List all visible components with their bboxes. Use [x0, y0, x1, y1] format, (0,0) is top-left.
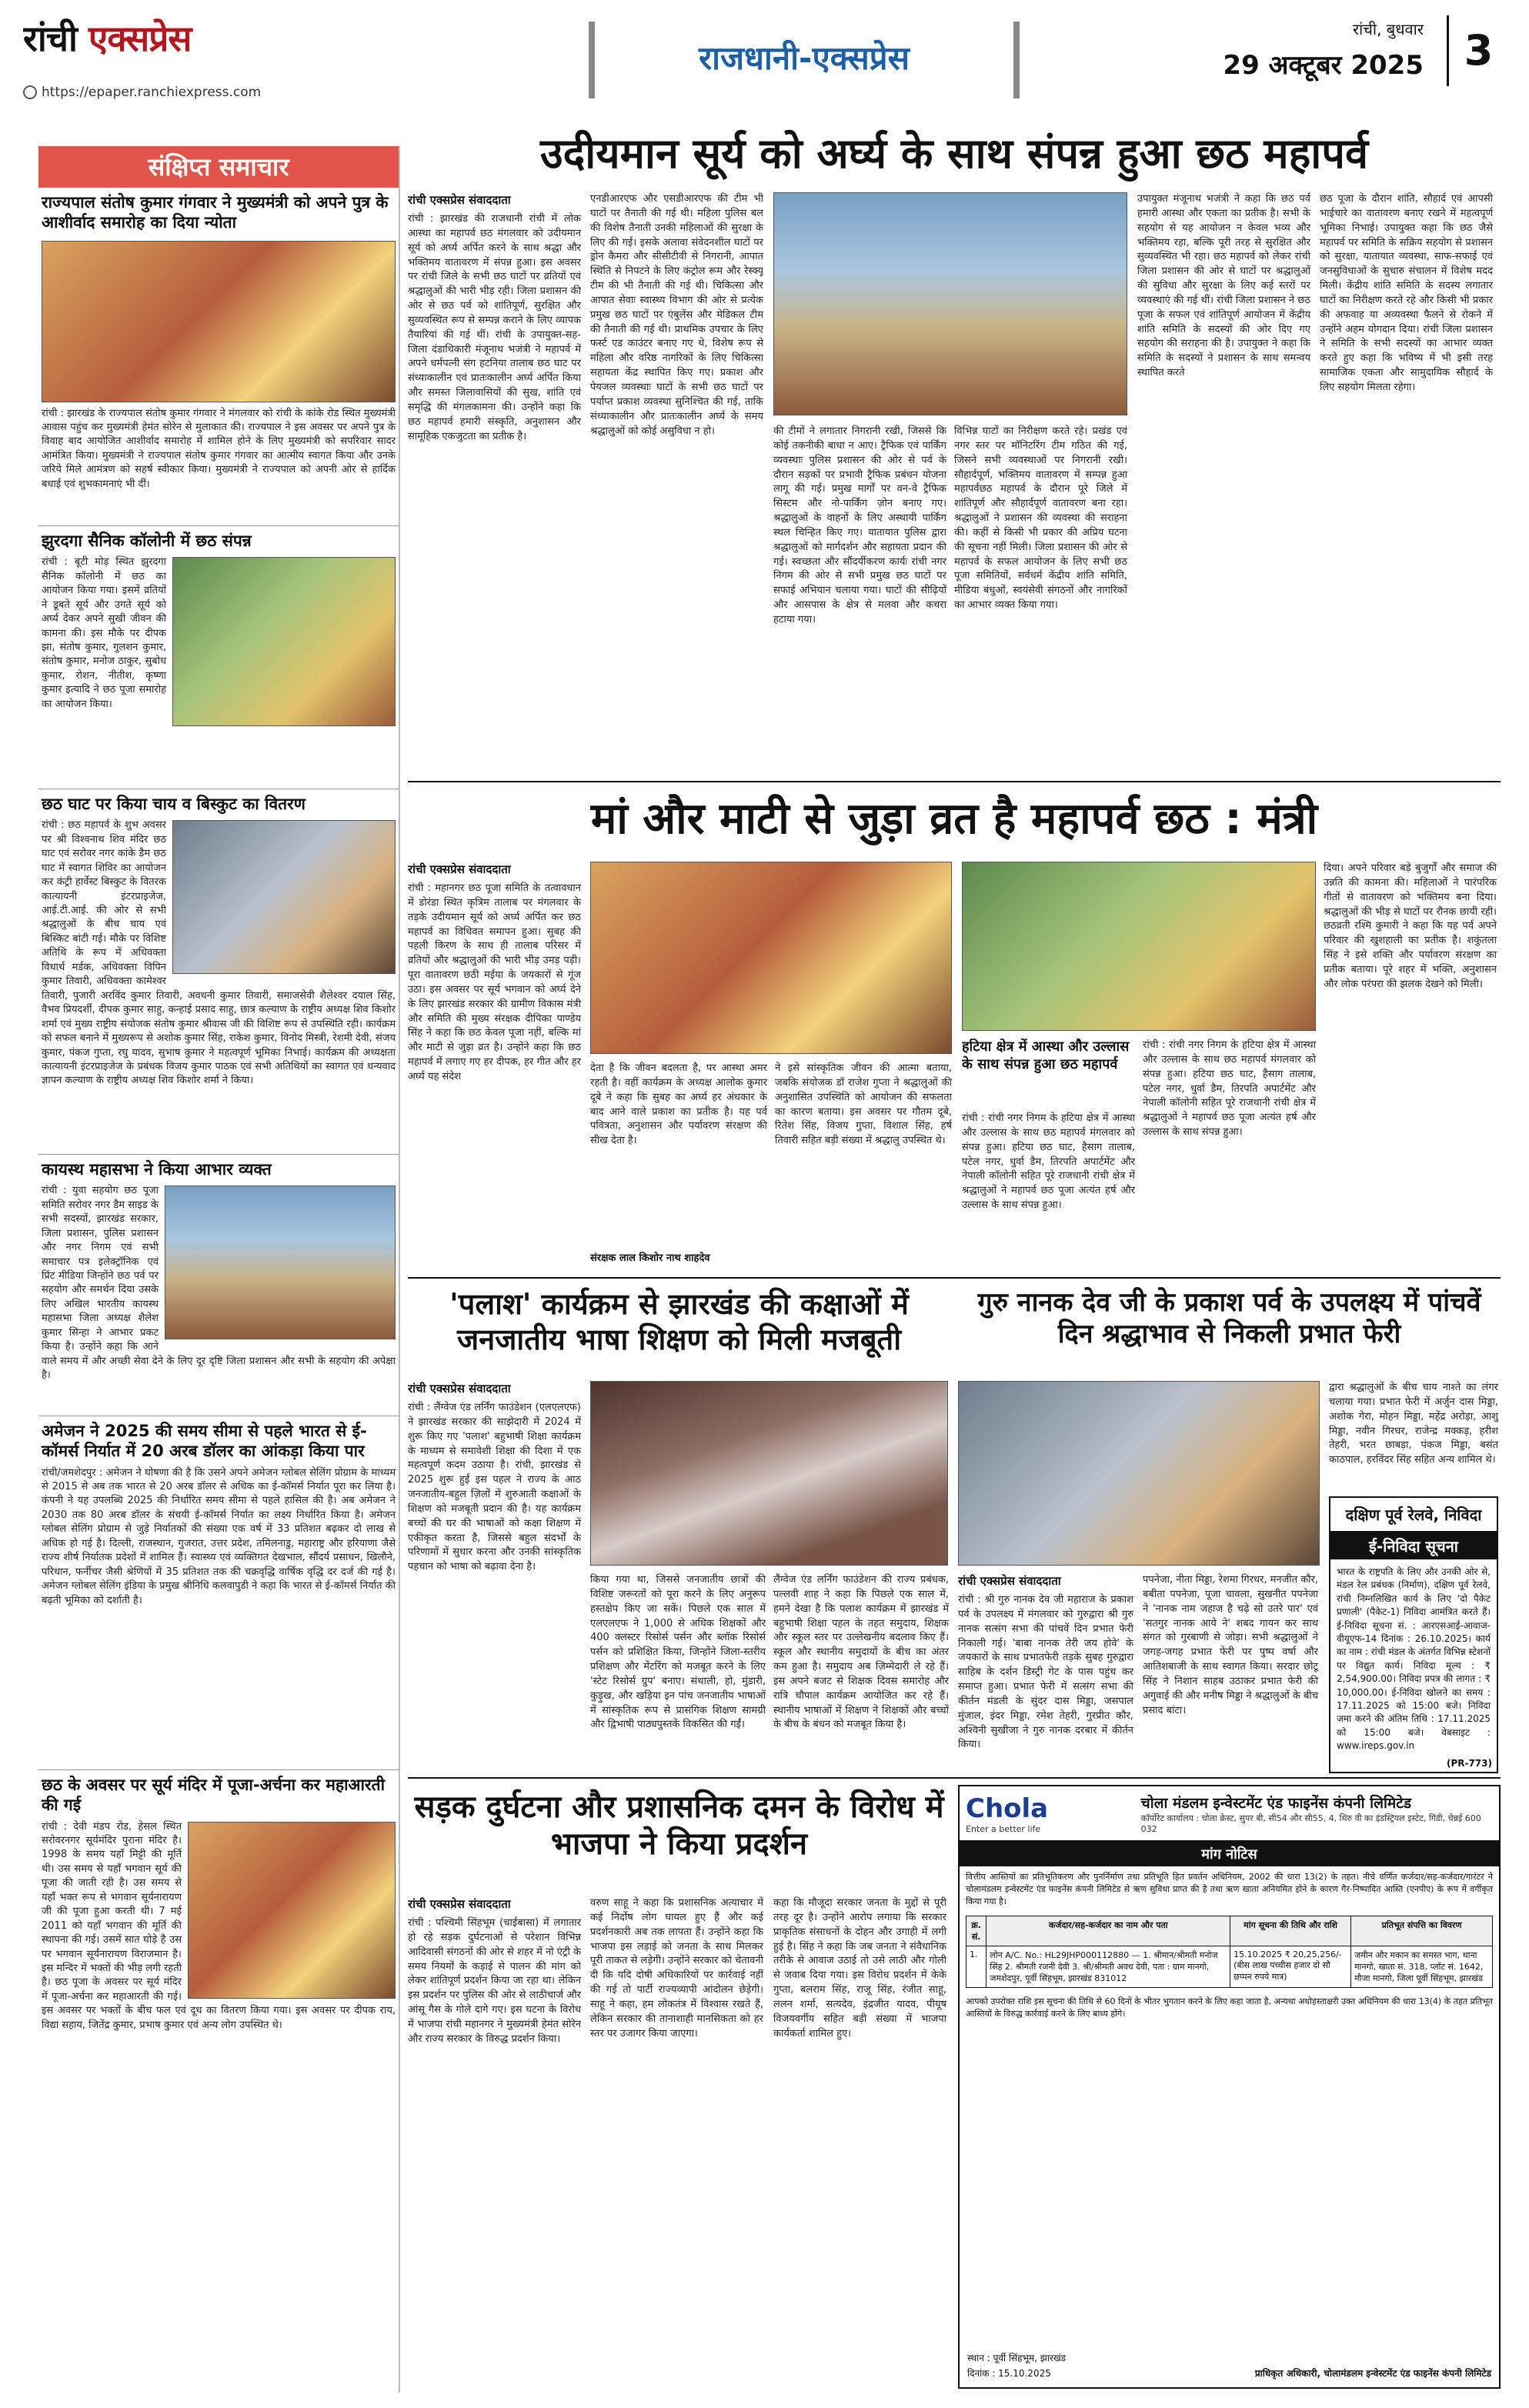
second-text-2: देता है कि जीवन बदलता है, पर आस्था अमर रहती है। वहीं कार्यक्रम के अध्यक्ष आलोक कुमार दूबे ने कहा कि सुबह का अर्घ्य हर अंधकार के बाद आने वाले प्रकाश का प्रतीक है। यह पर्व पवित्रता, अनुशासन और पर्यावरण संरक्षण की सीख देता है।: [590, 1062, 767, 1147]
classroom-photo: [590, 1381, 948, 1566]
palash-text-3: लैंग्वेज एंड लर्निंग फाउंडेशन की राज्य प्रबंधक, पल्लवी शाह ने कहा कि पिछले एक साल में, हमने देखा है कि पलाश कार्यक्रम में झारखंड में बहुभाषी शिक्षा पहल के तहत समुदाय, शिक्षक और स्कूल स्तर पर उल्लेखनीय बदलाव किए हैं। स्कूल और स्थानीय समुदायों के बीच का अंतर कम हुआ है। समुदाय अब ज़िम्मेदारी ले रहे हैं। इस अपने बजट से शिक्षक दिवस समारोह और रात्रि चौपाल कार्यक्रम आयोजित कर रहे हैं। स्थानीय भाषाओं में शिक्षण ने शिक्षकों और बच्चों के बीच के बंधन को मजबूत किया है।: [773, 1574, 949, 1731]
notice-company: चोला मंडलम इन्वेस्टमेंट एंड फाइनेंस कंपनी लिमिटेड: [1140, 1795, 1411, 1812]
second-col-4b: [1143, 1039, 1316, 1269]
table-row: [966, 1946, 1493, 1987]
second-col-1: [408, 862, 581, 1273]
bjp-col-3: [773, 1896, 946, 2389]
col-header: कर्जदार/सह-कर्जदार का नाम और पता: [987, 1916, 1230, 1946]
url-text: https://epaper.ranchiexpress.com: [42, 85, 262, 100]
second-headline: मां और माटी से जुड़ा व्रत है महापर्व छठ : मंत्री: [590, 794, 1318, 844]
palash-byline: रांची एक्सप्रेस संवाददाता: [408, 1382, 511, 1396]
palash-text-1: रांची : लैंग्वेज एंड लर्निंग फाउंडेशन (एलएलएफ) ने झारखंड सरकार की साझेदारी में 2024 में शुरू किए गए 'पलाश' बहुभाषी शिक्षा कार्यक्रम के माध्यम से समावेशी शिक्षा की दिशा में एक महत्वपूर्ण कदम उठाया है। रांची, झारखंड से 2025 शुरू हुई इस पहल ने राज्य के आठ जनजातीय-बहुल ज़िलों में शुरुआती कक्षाओं के शिक्षण को मजबूती प्रदान की है। यह कार्यक्रम बच्चों की घर की भाषाओं को कक्षा शिक्षण में एकीकृत करता है, जिससे बहुल संदर्भों के परिणामों में सुधार करना और उनकी सांस्कृतिक पहचान को भाषा को बढ़ावा देना है।: [408, 1402, 581, 1573]
lead-col-4: [954, 425, 1127, 777]
guru-nanak-col-1: [958, 1573, 1133, 1773]
lead-col-5: [1137, 192, 1310, 777]
lead-text-6: छठ पूजा के दौरान शांति, सौहार्द एवं आपसी भाईचारे का वातावरण बनाए रखने में महत्वपूर्ण भूमिका निभाई। उपायुक्त कहा कि छठ जैसे महापर्व पर समिति के सक्रिय सहयोग से प्रशासन को सुरक्षा, यातायात व्यवस्था, साफ-सफाई एवं जनसुविधाओं के सुचारु संचालन में विशेष मदद मिली। केंद्रीय शांति समिति के सदस्य लगातार घाटों का निरीक्षण करते रहे और किसी भी प्रकार की अफवाह या अव्यवस्था फैलने से रोकने में उन्होंने अहम योगदान दिया। रांची जिला प्रशासन ने समिति के सभी सदस्यों का आभार व्यक्त करते हुए कहा कि भविष्य में भी इसी तरह सामाजिक एकता और सामुदायिक सौहार्द के लिए सहयोग मिलता रहेगा।: [1320, 193, 1493, 393]
notice-signatory: प्राधिकृत अधिकारी, चोलामंडलम इन्वेस्टमेंट एंड फाइनेंस कंपनी लिमिटेड: [1254, 2368, 1491, 2379]
tender-head: दक्षिण पूर्व रेलवे, निविदा: [1330, 1498, 1497, 1533]
brief-title: राज्यपाल संतोष कुमार गंगवार ने मुख्यमंत्री को अपने पुत्र के आशीर्वाद समारोह का दिया न्योता: [42, 193, 389, 232]
col-header: मांग सूचना की तिथि और राशि: [1230, 1916, 1351, 1946]
brief-item: [38, 1416, 399, 1770]
guru-nanak-text-2: पपनेजा, नीता मिड्डा, रेशमा गिरधर, मनजीत कौर, बबीता पपनेजा, पूजा चावला, सुखनीत पपनेजा ने 'नानक नाम जहाज है चढ़े सो उतरे पार' एवं 'सतगुर नानक आये ने' शबद गायन कर साथ संगत को गुरबाणी से जोड़ा। सभी श्रद्धालुओं ने जगह-जगह प्रभात फेरी पर पुष्प वर्षा और आतिशबाजी के साथ स्वागत किया। सरदार छोटू सिंह ने निशान साहब उठाकर प्रभात फेरी की अगुवाई की और मनीष मिड्डा ने श्रद्धालुओं के बीच प्रसाद बांटा।: [1143, 1574, 1318, 1716]
globe-icon: [23, 85, 37, 99]
bjp-col-2: [590, 1896, 763, 2389]
second-text-4: रांची : रांची नगर निगम के हटिया क्षेत्र में आस्था और उल्लास के साथ छठ महापर्व मंगलवार को संपन्न हुआ। हटिया छठ घाट, हैसाग तालाब, पटेल नगर, धुर्वा डैम, तिरपति अपार्टमेंट और नेपाली कॉलोनी सहित पूरे राजधानी रांची क्षेत्र में श्रद्धालुओं ने महापर्व छठ पूजा अत्यंत हर्ष और उल्लास के साथ संपन्न हुआ।: [962, 1112, 1135, 1212]
chhath-ghat-crowd-photo: [773, 192, 1127, 415]
table-cell: 1.: [966, 1946, 987, 1987]
brief-item: [38, 526, 399, 789]
chola-logo-text: Chola: [966, 1793, 1049, 1824]
notice-footer: आपको उपरोक्त राशि इस सूचना की तिथि से 60 दिनों के भीतर भुगतान करने के लिए कहा जाता है, अन्यथा अधोहस्ताक्षरी उक्त अधिनियम की धारा 13(4) के तहत प्रतिभूत आस्तियों के विरुद्ध कार्रवाई करने के लिए बाध्य होंगे।: [966, 1996, 1493, 2019]
table-cell: 15.10.2025 ₹ 20,25,256/- (बीस लाख पच्चीस हजार दो सौ छप्पन रुपये मात्र): [1230, 1946, 1351, 1987]
second-text-4b: रांची : रांची नगर निगम के हटिया क्षेत्र में आस्था और उल्लास के साथ छठ महापर्व मंगलवार को संपन्न हुआ। हटिया छठ घाट, हैसाग तालाब, पटेल नगर, धुर्वा डैम, तिरपति अपार्टमेंट और नेपाली कॉलोनी सहित पूरे राजधानी रांची क्षेत्र में श्रद्धालुओं ने महापर्व छठ पूजा अत्यंत हर्ष और उल्लास के साथ संपन्न हुआ।: [1143, 1039, 1316, 1139]
brief-text: रांची : बूटी मोड़ स्थित झुरदगा सैनिक कॉलोनी में छठ का आयोजन किया गया। इसमें व्रतियों ने डूबते सूर्य और उगते सूर्य को अर्घ्य देकर अपने सुखी जीवन की कामना की। इस मौके पर दीपक झा, संतोष कुमार, गुलशन कुमार, संतोष कुमार, मनोज ठाकुर, सुबोध कुमार, रोशन, नीतीश, कृष्णा कुमार इत्यादि ने छठ पूजा समारोह का आयोजन किया।: [42, 556, 166, 710]
guru-nanak-text-3: द्वारा श्रद्धालुओं के बीच चाय नाश्ते का लंगर चलाया गया। प्रभात फेरी में अर्जुन दास मिड्डा, अशोक गेरा, मोहन मिड्डा, महेंद्र अरोड़ा, आशु मिड्डा, नवीन गिरधर, राजेन्द्र मक्कड़, हरीश तेहरी, भरत छाबड़ा, पंकज मिड्डा, बसंत काठपाल, हरविंदर सिंह सहित अन्य शामिल थे।: [1329, 1382, 1498, 1466]
second-col-3: [775, 1062, 952, 1246]
guru-nanak-headline: गुरु नानक देव जी के प्रकाश पर्व के उपलक्ष्य में पांचवें दिन श्रद्धाभाव से निकली प्रभात फेरी: [977, 1287, 1481, 1349]
guru-nanak-article: [958, 1281, 1501, 1773]
lead-col-2: [590, 192, 763, 777]
bjp-text-1: रांची : पश्चिमी सिंहभूम (चाईबासा) में लगातार हो रहे सड़क दुर्घटनाओं से परेशान विभिन्न आदिवासी संगठनों की ओर से शहर में नो एंट्री के समय नियमों के कड़ाई से पालन की मांग को लेकर शांतिपूर्ण प्रदर्शन किया जा रहा था। लेकिन इस प्रदर्शन पर पुलिस की ओर से लाठीचार्ज और आंसू गैस के गोले दागे गए। इस घटना के विरोध में भाजपा रांची महानगर ने मुख्यमंत्री हेमंत सोरेन और राज्य सरकार के विरुद्ध प्रदर्शन किया।: [408, 1917, 581, 2045]
second-col-5: [1324, 862, 1497, 1273]
table-cell: लोन A/C. No.: HL29JHP000112880 — 1. श्रीमान/श्रीमती मनोज सिंह 2. श्रीमती रजनी देवी 3. श्री/श्रीमती अवध देवी, पता : ग्राम मानगो, जमशेदपुर, पूर्वी सिंहभूम, झारखंड 831012: [987, 1946, 1230, 1987]
bjp-col-1: [408, 1896, 581, 2389]
hatia-devotees-photo: [962, 862, 1316, 1031]
lead-text-2: एनडीआरएफ और एसडीआरएफ की टीम भी घाटों पर तैनाती की गई थी। महिला पुलिस बल की विशेष तैनाती उनकी महिलाओं की सुरक्षा के लिए की गई। इसके अलावा संवेदनशील घाटों पर ड्रोन कैमरा और सीसीटीवी से निगरानी, आपात स्थिति से निपटने के लिए कंट्रोल रूम और रेस्क्यू टीम की भी तैनाती की गई थी। चिकित्सा और आपात सेवाः स्वास्थ्य विभाग की ओर से प्रत्येक प्रमुख छठ घाटों पर एंबुलेंस और मेडिकल टीम की तैनाती की गई थी। प्राथमिक उपचार के लिए फर्स्ट एड काउंटर बनाए गए थे, विशेष रूप से महिला और वरिष्ठ नागरिकों के लिए चिकित्सा सहायता केंद्र स्थापित किए गए। प्रकाश और पेयजल व्यवस्थाः घाटों के सभी छठ घाटों पर पर्याप्त प्रकाश व्यवस्था सुनिश्चित की गई, ताकि संध्याकालीन और प्रातःकालीन अर्घ्य के समय श्रद्धालुओं को कोई असुविधा न हो।: [590, 193, 763, 437]
brief-text: रांची : छठ महापर्व के शुभ अवसर पर श्री विश्वनाथ शिव मंदिर छठ घाट एवं सरोवर नगर कांके डैम छठ घाट में स्वागत शिविर का आयोजन कर कंट्री हार्वेस्ट बिस्कुट के वितरक कात्यायनी इंटरप्राइजेज, आई.टी.आई. की ओर से सभी श्रद्धालुओं के बीच चाय एवं बिस्किट बांटी गई। मौके पर विशिष्ट अतिथि के रूप में अधिवक्ता विधार्थ मर्डक, अधिवक्ता विपिन कुमार तिवारी, अधिवक्ता कामेश्वर तिवारी, पुजारी अरविंद कुमार तिवारी, अवधनी कुमार तिवारी, समाजसेवी शैलेश्वर दयाल सिंह, वैभव प्रियदर्शी, दीपक कुमार साहु, कन्हाई प्रसाद साहु, छात्र कल्याण के राष्ट्रीय अध्यक्ष शिव किशोर शर्मा एवं मुख्य राष्ट्रीय संयोजक संतोष कुमार श्रीवास जी की विशिष्ट रूप से उपस्थिति रही। कार्यक्रम को सफल बनाने में मुख्यरूप से अशोक कुमार सिंह, राकेश कुमार, विनोद मिस्त्री, रेशमी देवी, संजय कुमार, पंकज गुप्ता, रघु यादव, सुभाष कुमार ने महत्वपूर्ण भूमिका निभाई। कार्यक्रम की अध्यक्षता कात्यायनी इंटरप्राइजेज के प्रबंधक विजय कुमार पाठक एवं सभी अतिथियों का स्वागत एवं धन्यवाद ज्ञापन कल्याण के राष्ट्रीय अध्यक्ष शिव किशोर शर्मा ने किया।: [42, 819, 396, 1087]
palash-article: [408, 1281, 950, 1773]
chola-tagline: Enter a better life: [966, 1823, 1041, 1834]
notice-table-header: [966, 1916, 1493, 1946]
lead-text-3: की टीमों ने लगातार निगरानी रखी, जिससे कि कोई तकनीकी बाधा न आए। ट्रैफिक एवं पार्किंग व्यवस्थाः पुलिस प्रशासन की ओर से पर्व के दौरान सड़कों पर प्रभावी ट्रैफिक प्रबंधन योजना लागू की गई। प्रमुख मार्गों पर वन-वे ट्रैफिक सिस्टम और नो-पार्किंग ज़ोन बनाए गए। श्रद्धालुओं के वाहनों के लिए अस्थायी पार्किंग स्थल चिन्हित किए गए। यातायात पुलिस द्वारा श्रद्धालुओं को मार्गदर्शन और सहायता प्रदान की गई। स्वच्छता और सौंदर्यीकरण कार्यः रांची नगर निगम की ओर से सभी प्रमुख छठ घाटों पर सफाई अभियान चलाया गया। घाटों की सीढ़ियों और आसपास के क्षेत्र से मलवा और कचरा हटाया गया।: [773, 425, 946, 625]
guru-nanak-text-1: रांची : श्री गुरु नानक देव जी महाराज के प्रकाश पर्व के उपलक्ष्य में मंगलवार को गुरुद्वारा श्री गुरु नानक सत्संग सभा की पांचवें दिन प्रभात फेरी निकाली गई। 'बाबा नानक तेरी जय होवे' के जयकारों के साथ प्रभातफेरी तड़के सुबह गुरुद्वारा साहिब के दर्शन डिस्ट्री गेट के पास पहुंच कर समाप्त हुआ। प्रभात फेरी में सत्संग सभा की कीर्तन मंडली के सुंदर दास मिड्डा, जसपाल मुंजाल, इंदर मिड्डा, रमेश तेहरी, गुरप्रीत कौर, अश्विनी सुखीजा ने गुरु नानक दरबार में कीर्तन किया।: [958, 1594, 1133, 1751]
brief-title: अमेजन ने 2025 की समय सीमा से पहले भारत से ई-कॉमर्स निर्यात में 20 अरब डॉलर का आंकड़ा किया पार: [42, 1422, 367, 1461]
epaper-url[interactable]: [23, 85, 261, 100]
tender-text: भारत के राष्ट्रपति के लिए और उनकी ओर से, मंडल रेल प्रबंधक (निर्माण), दक्षिण पूर्व रेलवे, रांची निम्नलिखित कार्य के लिए 'दो पैकेट प्रणाली' (पैकेट-1) निविदा आमंत्रित करते हैं। ई-निविदा सूचना सं. : आरएसआई-आवाज-वीयूएफ-14 दिनांक : 26.10.2025। कार्य का नाम : रांची मंडल के अंतर्गत विभिन्न स्टेशनों पर विद्युत कार्य। निविदा मूल्य : ₹ 2,54,900.00। निविदा प्रपत्र की लागत : ₹ 10,000.00। ई-निविदा खोलने का समय : 17.11.2025 को 15:00 बजे। निविदा जमा करने की अंतिम तिथि : 17.11.2025 को 15:00 बजे। वेबसाइट : www.ireps.gov.in: [1337, 1566, 1491, 1752]
brief-item: [38, 1770, 399, 2093]
tea-biscuit-camp-photo: [172, 820, 396, 974]
brief-text: रांची : झारखंड के राज्यपाल संतोष कुमार गंगवार ने मंगलवार को रांची के कांके रोड स्थित मुख्यमंत्री आवास पहुंच कर मुख्यमंत्री हेमंत सोरेन से मुलाकात की। राज्यपाल ने इस अवसर पर अपने पुत्र के विवाह बाद आयोजित आशीर्वाद समारोह में शामिल होने के लिए मुख्यमंत्री को सपरिवार सादर आमंत्रित किया। मुख्यमंत्री ने राज्यपाल संतोष कुमार गंगवार का आत्मीय स्वागत किया और उनके जरिये मिले आमंत्रण को सहर्ष स्वीकार किया। मुख्यमंत्री ने राज्यपाल को अपनी ओर से हार्दिक बधाई एवं शुभकामनाएं भी दीं।: [42, 407, 396, 490]
lead-col-3: [773, 425, 946, 777]
notice-place: स्थान : पूर्वी सिंहभूम, झारखंड: [967, 2353, 1067, 2363]
second-col-4: [962, 1112, 1135, 1273]
governor-cm-photo: [42, 241, 396, 402]
bjp-byline: रांची एक्सप्रेस संवाददाता: [408, 1897, 511, 1911]
guru-nanak-col-2: [1143, 1573, 1318, 1773]
second-article: [408, 785, 1501, 1273]
second-text-5: दिया। अपने परिवार बड़े बुजुर्गों और समाज की उन्नति की कामना की। महिलाओं ने पारंपरिक गीतों से वातावरण को भक्तिमय बना दिया। श्रद्धालुओं की भीड़ से घाटों पर रौनक छायी रही। छठव्रती रश्मि कुमारी ने कहा कि यह पर्व अपने परिवार की खुशहाली का प्रतीक है। शकुंतला सिंह ने इसे शक्ति और पर्यावरण संरक्षण का प्रतीक बताया। पूरे शहर में भक्ति, अनुशासन और लोक परंपरा की झलक देखने को मिली।: [1324, 862, 1497, 990]
bjp-headline: सड़क दुर्घटना और प्रशासनिक दमन के विरोध में भाजपा ने किया प्रदर्शन: [414, 1789, 944, 1862]
notice-address: कॉर्पोरेट कार्यालय : चोला क्रेस्ट, सुपर बी, सी54 और सी55, 4, थिरु वी का इंडस्ट्रियल इस्टेट, गिंडी, चेन्नई 600 032: [1140, 1813, 1481, 1834]
chola-logo: [966, 1793, 1132, 1834]
brief-title: छठ के अवसर पर सूर्य मंदिर में पूजा-अर्चना कर महाआरती की गई: [42, 1776, 386, 1815]
notice-table: [966, 1916, 1493, 1988]
guru-nanak-byline: रांची एक्सप्रेस संवाददाता: [958, 1574, 1061, 1588]
divider: [408, 1277, 1501, 1279]
divider: [408, 1777, 1501, 1779]
brief-item: [38, 1155, 399, 1416]
chola-demand-notice: [958, 1785, 1501, 2389]
hatia-sub-headline: हटिया क्षेत्र में आस्था और उल्लास के साथ संपन्न हुआ छठ महापर्व: [962, 1039, 1130, 1072]
lead-col-6: [1320, 192, 1493, 777]
second-col-2: [590, 1062, 767, 1246]
col-header: क्र. सं.: [966, 1916, 987, 1946]
page-number: 3: [1447, 15, 1508, 86]
logo-ex-text: एक्सप्रेस: [88, 18, 192, 59]
second-caption: संरक्षक लाल किशोर नाथ शाहदेव: [590, 1252, 710, 1264]
brief-title: कायस्थ महासभा ने किया आभार व्यक्त: [42, 1160, 272, 1179]
guru-nanak-col-3: [1329, 1381, 1498, 1489]
lead-col-1: [408, 192, 581, 777]
railway-tender: [1329, 1496, 1498, 1773]
notice-date: दिनांक : 15.10.2025: [967, 2368, 1051, 2379]
newspaper-logo: [23, 14, 346, 60]
divider: [408, 781, 1501, 782]
section-title: राजधानी-एक्सप्रेस: [698, 39, 910, 77]
brief-item: [38, 188, 399, 526]
kayastha-mahasabha-photo: [165, 1186, 396, 1339]
second-byline: रांची एक्सप्रेस संवाददाता: [408, 862, 511, 876]
logo-main-text: रांची: [23, 18, 77, 59]
lead-text-1: रांची : झारखंड की राजधानी रांची में लोक आस्था का महापर्व छठ मंगलवार को उदीयमान सूर्य को अर्घ्य अर्पित करने के साथ श्रद्धा और भक्तिमय वातावरण में संपन्न हुआ। इस अवसर पर रांची जिले के सभी छठ घाटों पर व्रतियों एवं श्रद्धालुओं की भारी भीड़ रही। जिला प्रशासन की ओर से छठ पर्व को शांतिपूर्ण, सुरक्षित और सुव्यवस्थित रूप से सम्पन्न कराने के लिए व्यापक तैयारियां की गई थीं। रांची के उपायुक्त-सह-जिला दंडाधिकारी मंजूनाथ भजंत्री ने महापर्व में अपने धर्मपत्नी संग हटनिया तालाब छठ घाट पर संध्याकालीन एवं प्रातःकालीन अर्घ्य अर्पित किया और समस्त जिलावासियों की सुख, शांति एवं समृद्धि की मंगलकामना की। उन्होंने कहा कि छठ महापर्व हमारी संस्कृति, अनुशासन और सामूहिक एकजुटता का प्रतीक है।: [408, 213, 581, 442]
tender-title: ई-निविदा सूचना: [1330, 1533, 1497, 1559]
briefs-column: [38, 146, 400, 2393]
issue-date: 29 अक्टूबर 2025: [1223, 50, 1424, 81]
bjp-text-2: वरुण साहू ने कहा कि प्रशासनिक अत्याचार में कई निर्दोष लोग घायल हुए हैं और कई प्रदर्शनकारी अब तक लापता हैं। उन्होंने कहा कि भाजपा इस लड़ाई को जनता के साथ मिलकर पूरी ताकत से लड़ेगी। उन्होंने सरकार को चेतावनी दी कि यदि दोषी अधिकारियों पर कार्रवाई नहीं की गई तो पार्टी राज्यव्यापी आंदोलन छेड़ेगी। साहू ने कहा, हम लोकतंत्र में विश्वास रखते हैं, लेकिन सरकार की तानाशाही मानसिकता को हर स्तर पर उजागर किया जाएगा।: [590, 1897, 763, 2039]
second-text-1: रांची : महानगर छठ पूजा समिति के तत्वावधान में डोरंडा स्थित कृत्रिम तालाब पर मंगलवार के तड़के उदीयमान सूर्य को अर्घ्य अर्पित कर छठ महापर्व का विधिवत समापन हुआ। सुबह की पहली किरण के साथ ही तालाब परिसर में व्रतियों और श्रद्धालुओं की भारी भीड़ उमड़ पड़ी। पूरा वातावरण छठी मईया के जयकारों से गूंज उठा। इस अवसर पर सूर्य भगवान को अर्घ्य देने के लिए झारखंड सरकार की ग्रामीण विकास मंत्री और समिति की मुख्य संरक्षक दीपिका पाण्डेय सिंह ने कहा कि छठ केवल पूजा नहीं, बल्कि मां और माटी से जुड़ा व्रत है। उन्होंने कहा कि छठ महापर्व में लगाए गए हर दीपक, हर गीत और हर अर्घ्य यह संदेश: [408, 882, 581, 1082]
brief-title: झुरदगा सैनिक कॉलोनी में छठ संपन्न: [42, 532, 252, 550]
lead-article: [408, 123, 1501, 777]
second-text-3: ने इसे सांस्कृतिक जीवन की आत्मा बताया, जबकि संयोजक डॉ राजेश गुप्ता ने श्रद्धालुओं की अनुशासित उपस्थिति को आयोजन की सफलता का कारण बताया। इस अवसर पर गौतम दूबे, रितेश सिंह, विजय गुप्ता, विशाल सिंह, हर्ष तिवारी सहित बड़ी संख्या में श्रद्धालु उपस्थित थे।: [775, 1062, 952, 1147]
notice-header: [960, 1786, 1499, 1842]
col-header: प्रतिभूत संपत्ति का विवरण: [1351, 1916, 1493, 1946]
chhath-colony-photo: [172, 557, 396, 726]
lead-byline: रांची एक्सप्रेस संवाददाता: [408, 193, 511, 207]
section-banner: [589, 22, 1020, 98]
palash-headline: 'पलाश' कार्यक्रम से झारखंड की कक्षाओं में जनजातीय भाषा शिक्षण को मिली मजबूती: [449, 1287, 909, 1356]
brief-text: रांची/जमशेदपुर : अमेजन ने घोषणा की है कि उसने अपने अमेजन ग्लोबल सेलिंग प्रोग्राम के माध्यम से 2015 से अब तक भारत से 20 अरब डॉलर से अधिक का ई-कॉमर्स निर्यात पूरा कर लिया है। कंपनी ने यह उपलब्धि 2025 की निर्धारित समय सीमा से पहले हासिल की है। अब अमेजन ने 2030 तक 80 अरब डॉलर के संचयी ई-कॉमर्स निर्यात का लक्ष्य निर्धारित किया है। अमेजन ग्लोबल सेलिंग प्रोग्राम से जुड़े निर्यातकों की संख्या एक वर्ष में 33 प्रतिशत बढ़कर दो लाख से अधिक हो गई है। दिल्ली, राजस्थान, गुजरात, उत्तर प्रदेश, तमिलनाडु, महाराष्ट्र और हरियाणा जैसे राज्य शीर्ष निर्यातक प्रदेशों में शामिल हैं। स्वास्थ्य एवं व्यक्तिगत देखभाल, सौंदर्य प्रसाधन, खिलौने, परिधान, फर्नीचर जैसी श्रेणियों में 35 प्रतिशत तक की चक्रवृद्धि वार्षिक वृद्धि दर दर्ज की गई है। अमेजन ग्लोबल सेलिंग इंडिया के प्रमुख श्रीनिधि कलवापुडी ने कहा कि भारत से ई-कॉमर्स निर्यात की बढ़ती भूमिका को दर्शाती है।: [42, 1466, 396, 1606]
city-day: रांची, बुधवार: [1352, 20, 1424, 38]
bjp-protest-article: [408, 1781, 950, 2389]
palash-col-2: [590, 1573, 766, 1773]
brief-item: [38, 789, 399, 1155]
palash-text-2: किया गया था, जिससे जनजातीय छात्रों की विशिष्ट जरूरतों को पूरा करने के लिए अनुरूप हस्तक्षेप किए जा सकें। पिछले एक साल में एलएलएफ ने 1,000 से अधिक शिक्षकों और 400 क्लस्टर रिसोर्स पर्सन और ब्लॉक रिसोर्स पर्सन को प्रशिक्षित किया, जिन्होंने जिला-स्तरीय प्रशिक्षण और मेंटरिंग को मजबूत करने के लिए 'स्टेट रिसोर्स ग्रुप' बनाए। संथाली, हो, मुंडारी, कुड़ुख, और खड़िया इन पांच जनजातीय भाषाओं में सांस्कृतिक रूप से प्रासंगिक शिक्षण सामग्री और द्विभाषी पाठ्यपुस्तकें विकसित की गईं।: [590, 1574, 766, 1731]
palash-col-1: [408, 1381, 581, 1773]
palash-col-3: [773, 1573, 949, 1773]
lead-text-5: उपायुक्त मंजूनाथ भजंत्री ने कहा कि छठ पर्व हमारी आस्था और एकता का प्रतीक है। सभी के सहयोग से यह आयोजन न केवल भव्य और भक्तिमय रहा, बल्कि पूरी तरह से सुरक्षित और सुव्यवस्थित भी रहा। छठ महापर्व को लेकर रांची जिला प्रशासन की ओर से घाटों पर श्रद्धालुओं की सुविधा और सुरक्षा के लिए कई स्तरों पर व्यवस्थाएं की गई थीं। रांची जिला प्रशासन ने छठ पूजा के सफल एवं शांतिपूर्ण आयोजन में केंद्रीय शांति समिति के सदस्यों की ओर दिए गए सहयोग की सराहना की है। उपायुक्त ने कहा कि समिति के सदस्यों ने प्रशासन के साथ समन्वय स्थापित करते: [1137, 193, 1310, 379]
notice-title: मांग नोटिस: [960, 1842, 1499, 1866]
brief-text: रांची : युवा सहयोग छठ पूजा समिति सरोवर नगर डैम साइड के सभी सदस्यों, झारखंड सरकार, जिला प्रशासन, पुलिस प्रशासन और नगर निगम एवं सभी समाचार पत्र इलेक्ट्रॉनिक एवं प्रिंट मीडिया जिन्होंने छठ पर्व पर सहयोग और समर्थन दिया उसके लिए अखिल भारतीय कायस्थ महासभा जिला अध्यक्ष शैलेश कुमार सिन्हा ने आभार प्रकट किया है। उन्होंने कहा कि आने वाले समय में और अच्छी सेवा देने के लिए दूर दृष्टि जिला प्रशासन और सभी के सहयोग की अपेक्षा है।: [42, 1185, 396, 1382]
briefs-header: संक्षिप्त समाचार: [38, 146, 399, 188]
lead-text-4: विभिन्न घाटों का निरीक्षण करते रहे। प्रखंड एवं नगर स्तर पर मॉनिटरिंग टीम गठित की गई, जिसने सभी व्यवस्थाओं पर निगरानी रखी। सौहार्दपूर्ण, भक्तिमय वातावरण में सम्पन्न हुआ महापर्वछठ महापर्व के दौरान पूरे जिले में शांतिपूर्ण और सौहार्दपूर्ण वातावरण बना रहा। श्रद्धालुओं ने प्रशासन की व्यवस्था की सराहना की। कहीं से किसी भी प्रकार की अप्रिय घटना की सूचना नहीं मिली। जिला प्रशासन की ओर से महापर्व के सफल आयोजन के लिए सभी छठ पूजा समितियों, सर्वधर्म केंद्रीय शांति समिति, मीडिया बंधुओं, स्वयंसेवी संगठनों और नागरिकों का आभार व्यक्त किया गया।: [954, 425, 1127, 612]
minister-offering-photo: [590, 862, 952, 1054]
sun-temple-photo: [188, 1822, 396, 1999]
tender-code: (PR-773): [1446, 1758, 1492, 1769]
brief-title: छठ घाट पर किया चाय व बिस्कुट का वितरण: [42, 795, 305, 813]
brief-text: रांची : देवी मंडप रोड, हेसल स्थित सरोवरनगर सूर्यमंदिर पुराना मंदिर है। 1998 के समय यहाँ मिट्टी की मूर्ति थी। उस समय से यहाँ भगवान सूर्य की पूजा की जाती रही है। उस समय से यहाँ भक्त रूप से भगवान सूर्यनारायण जी की पूजा हुआ करती थी। 7 मई 2011 को यहाँ भगवान की मूर्ति की स्थापना की गई। उसमें सात घोड़े है उस पर भगवान सूर्यनारायण विराजमान है। इस मन्दिर में भक्तों की भीड़ लगी रहती है। छठ पूजा के अवसर पर सूर्य मंदिर में पूजा-अर्चना कर महाआरती की गई। इस अवसर पर भक्तों के बीच फल एवं दूध का वितरण किया गया। इस अवसर पर दीपक राय, विद्या सहाय, जितेंद्र कुमार, प्रभाष कुमार एवं अन्य लोग उपस्थित थे।: [42, 1820, 396, 2031]
notice-intro: वित्तीय आस्तियों का प्रतिभूतिकरण और पुनर्निर्माण तथा प्रतिभूति हित प्रवर्तन अधिनियम, 2002 की धारा 13(2) के तहत। नीचे वर्णित कर्जदार/सह-कर्जदार/गारंटर ने चोलामंडलम इन्वेस्टमेंट एंड फाइनेंस कंपनी लिमिटेड से ऋण सुविधा प्राप्त की है तथा ऋण खाता अनियमित होने के कारण गैर-निष्पादित आस्ति (एनपीए) के रूप में वर्गीकृत किया गया है।: [966, 1872, 1493, 1906]
lead-headline: उदीयमान सूर्य को अर्घ्य के साथ संपन्न हुआ छठ महापर्व: [540, 129, 1368, 178]
masthead: [23, 14, 1508, 106]
bjp-text-3: कहा कि मौजूदा सरकार जनता के मुद्दों से पूरी तरह दूर है। उन्होंने आरोप लगाया कि सरकार प्राकृतिक संसाधनों के दोहन और उगाही में लगी हुई है। सिंह ने कहा कि जब जनता ने संवैधानिक तरीके से आवाज उठाई तो उसे लाठी और गोली से जवाब दिया गया। इस विरोध प्रदर्शन में केके गुप्ता, बलराम सिंह, राजू सिंह, रंजीत साहू, ललन शर्मा, सत्यदेव, इंद्रजीत यादव, पीयूष विजयवर्गीय सहित बड़ी संख्या में भाजपा कार्यकर्ता शामिल हुए।: [773, 1897, 946, 2039]
prabhat-pheri-photo: [958, 1381, 1320, 1566]
table-cell: जमीन और मकान का समस्त भाग, थाना मानगो, खाता सं. 318, प्लॉट सं. 1642, मौजा मानगो, जिला पूर्वी सिंहभूम, झारखंड: [1351, 1946, 1493, 1987]
